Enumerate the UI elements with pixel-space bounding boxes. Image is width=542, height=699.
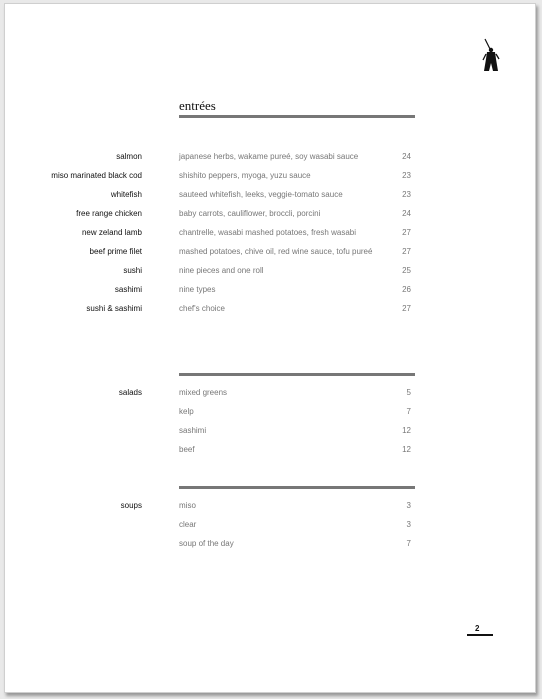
- entree-price: 24: [402, 152, 411, 161]
- salad-price: 12: [402, 426, 411, 435]
- entree-name: whitefish: [110, 190, 142, 199]
- salad-name: mixed greens: [179, 388, 228, 397]
- salads-rule: [179, 373, 415, 376]
- entree-name: beef prime filet: [89, 247, 142, 256]
- soup-price: 3: [406, 501, 411, 510]
- entree-price: 25: [402, 266, 411, 275]
- entree-description: chef's choice: [179, 304, 225, 313]
- salad-name: kelp: [179, 407, 194, 416]
- entree-name: sushi: [123, 266, 142, 275]
- entree-description: nine pieces and one roll: [179, 266, 264, 275]
- page-number-underline: [467, 634, 493, 636]
- soup-price: 3: [406, 520, 411, 529]
- entree-description: shishito peppers, myoga, yuzu sauce: [179, 171, 311, 180]
- entrees-rule: [179, 115, 415, 118]
- salad-price: 12: [402, 445, 411, 454]
- entree-description: mashed potatoes, chive oil, red wine sauce, tofu pureé: [179, 247, 373, 256]
- entree-name: free range chicken: [76, 209, 142, 218]
- entree-description: japanese herbs, wakame pureé, soy wasabi sauce: [179, 152, 359, 161]
- soups-rule: [179, 486, 415, 489]
- soup-name: soup of the day: [179, 539, 234, 548]
- entrees-heading: entrées: [179, 98, 216, 113]
- entree-description: baby carrots, cauliflower, broccli, porcini: [179, 209, 321, 218]
- entree-description: nine types: [179, 285, 216, 294]
- salad-name: sashimi: [179, 426, 207, 435]
- entree-price: 24: [402, 209, 411, 218]
- salad-price: 5: [406, 388, 411, 397]
- soup-price: 7: [406, 539, 411, 548]
- menu-page: [4, 3, 536, 693]
- entree-name: new zeland lamb: [81, 228, 142, 237]
- entree-price: 27: [402, 247, 411, 256]
- entree-description: chantrelle, wasabi mashed potatoes, fresh wasabi: [179, 228, 356, 237]
- salads-heading: salads: [118, 388, 142, 397]
- entree-name: miso marinated black cod: [51, 171, 142, 180]
- entree-name: salmon: [116, 152, 142, 161]
- entree-name: sushi & sashimi: [86, 304, 142, 313]
- soups-heading: soups: [120, 501, 142, 510]
- entree-price: 23: [402, 171, 411, 180]
- soup-name: miso: [179, 501, 196, 510]
- salad-name: beef: [179, 445, 195, 454]
- entree-price: 23: [402, 190, 411, 199]
- entree-description: sauteed whitefish, leeks, veggie-tomato sauce: [179, 190, 343, 199]
- samurai-logo-icon: [481, 37, 501, 75]
- entree-price: 26: [402, 285, 411, 294]
- salad-price: 7: [406, 407, 411, 416]
- entree-price: 27: [402, 304, 411, 313]
- entree-price: 27: [402, 228, 411, 237]
- page-number: 2: [475, 624, 480, 633]
- entree-name: sashimi: [114, 285, 142, 294]
- soup-name: clear: [179, 520, 197, 529]
